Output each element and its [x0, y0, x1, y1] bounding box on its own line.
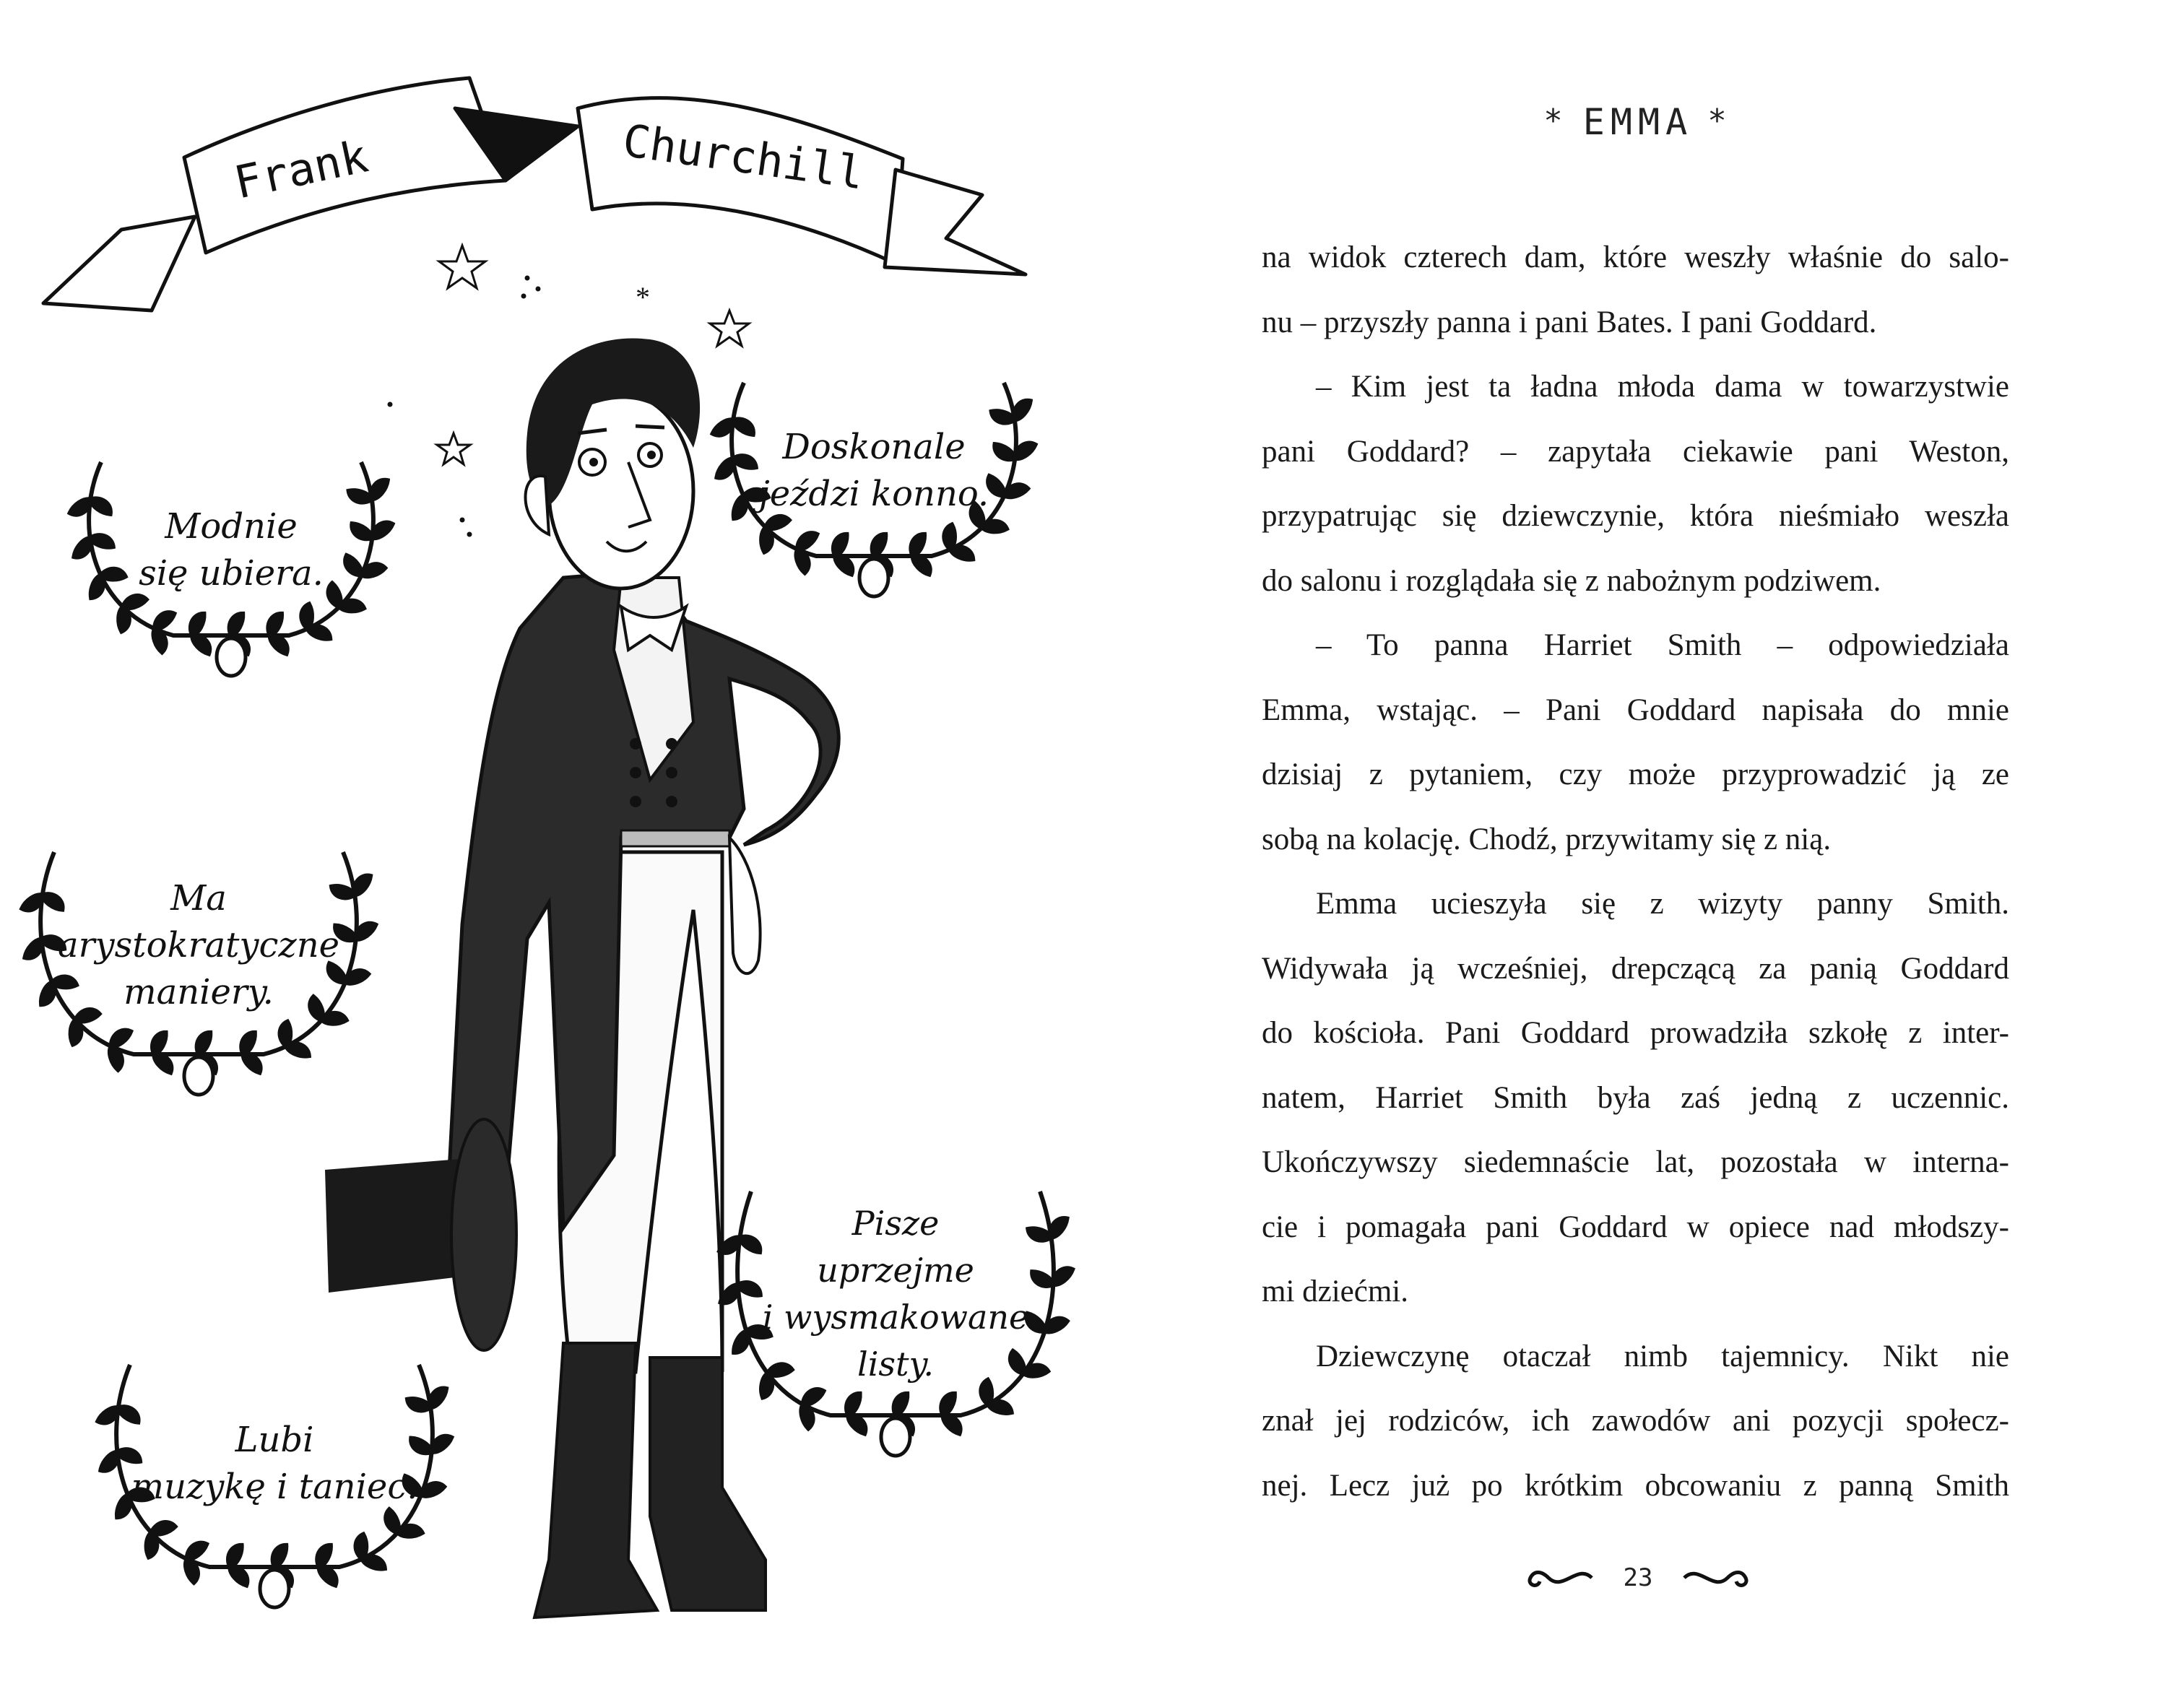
name-banner: [43, 78, 1026, 311]
wreath-manners-line1: Ma: [170, 878, 227, 919]
text-line: nu – przyszły panna i pani Bates. I pani Goddard.: [1262, 305, 1877, 339]
wreath-leaf: [828, 531, 852, 557]
wreath-leaf: [888, 1390, 911, 1417]
wreath-leaf: [936, 1390, 959, 1417]
wreath-leaf: [223, 1542, 246, 1568]
text-line: Emma, wstając. – Pani Goddard napisała do mnie: [1262, 692, 2009, 727]
wreath-leaf: [867, 531, 890, 557]
running-head-title: EMMA: [1582, 101, 1694, 143]
wreath-manners: [20, 852, 378, 1095]
wreath-leaf: [738, 1231, 763, 1256]
wreath-leaf: [147, 1029, 170, 1056]
text-line: nej. Lecz już po krótkim obcowaniu z panną Smith: [1262, 1468, 2009, 1503]
right-page-text: [1092, 0, 2184, 1689]
wreath-bud: [260, 1570, 289, 1607]
wreath-leaf: [186, 610, 209, 637]
wreath-horse-riding: [710, 383, 1038, 596]
wreath-letters-line2: uprzejme: [817, 1251, 974, 1290]
text-line: Ukończywszy siedemnaście lat, pozostała w interna-: [1262, 1145, 2009, 1179]
wreath-leaf: [236, 1029, 259, 1056]
wreath-leaf: [116, 1402, 142, 1426]
body-text: [1262, 225, 2009, 1518]
text-line: sobą na kolację. Chodź, przywitamy się z nią.: [1262, 822, 1832, 856]
wreath-leaf: [40, 889, 66, 913]
wreath-music-line2: muzykę i taniec.: [131, 1467, 418, 1507]
wreath-manners-line2: arystokratyczne: [57, 925, 340, 965]
wreath-leaf: [263, 610, 286, 637]
running-head: [1092, 101, 2184, 143]
text-line: cie i pomagała pani Goddard w opiece nad młodszy-: [1262, 1210, 2009, 1244]
wreath-fashion-line2: się ubiera.: [139, 553, 324, 594]
wreath-bud: [217, 638, 246, 676]
text-line: Dziewczynę otaczał nimb tajemnicy. Nikt nie: [1316, 1339, 2009, 1373]
wreath-leaf: [991, 440, 1016, 465]
text-line: na widok czterech dam, które weszły właśnie do salo-: [1262, 240, 2009, 274]
wreath-fashion-line1: Modnie: [165, 506, 298, 547]
text-line: pani Goddard? – zapytała ciekawie pani Weston,: [1262, 434, 2009, 469]
wreath-letters-line3: i wysmakowane: [762, 1298, 1029, 1337]
text-line: – To panna Harriet Smith – odpowiedziała: [1316, 628, 2009, 662]
banner-word-frank: Frank: [229, 129, 373, 209]
wreath-leaf: [267, 1542, 290, 1568]
wreath-leaf: [191, 1029, 214, 1056]
page-folio: [1092, 1560, 2184, 1596]
text-line: Widywała ją wcześniej, drepczącą za panią Goddard: [1262, 951, 2009, 986]
text-line: znał jej rodziców, ich zawodów ani pozycji społecz-: [1262, 1404, 2009, 1438]
text-line: Emma ucieszyła się z wizyty panny Smith.: [1316, 887, 2009, 921]
wreath-manners-line3: maniery.: [124, 972, 274, 1012]
wreath-leaf: [89, 493, 114, 518]
text-line: natem, Harriet Smith była zaś jedną z uczennic.: [1262, 1080, 2009, 1115]
wreath-letters-line4: listy.: [857, 1345, 935, 1384]
text-line: przypatrując się dziewczynie, która nieśmiało weszła: [1262, 499, 2009, 533]
wreath-letters-line1: Pisze: [852, 1204, 940, 1243]
wreath-riding-line1: Doskonale: [782, 427, 966, 467]
wreath-bud: [184, 1057, 213, 1095]
top-hat: [325, 1119, 516, 1350]
wreath-fashion: [67, 462, 395, 676]
banner-word-churchill: Churchill: [619, 113, 867, 200]
wreath-leaf: [407, 1434, 433, 1459]
asterisk-ornament-left: *: [1543, 103, 1569, 139]
wreath-leaf: [224, 610, 247, 637]
wreath-leaf: [732, 414, 757, 438]
wreath-leaf: [767, 1364, 792, 1376]
page-number: 23: [1623, 1563, 1653, 1592]
swirl-ornament-left-icon: [1520, 1560, 1599, 1596]
svg-text:*: *: [636, 281, 650, 313]
text-line: do kościoła. Pani Goddard prowadziła szkołę z inter-: [1262, 1016, 2009, 1050]
wreath-leaf: [906, 531, 929, 557]
text-line: do salonu i rozglądała się z nabożnym podziwem.: [1262, 563, 1881, 598]
wreath-music: [95, 1365, 454, 1607]
wreath-leaf: [1023, 1365, 1048, 1376]
text-line: – Kim jest ta ładna młoda dama w towarzystwie: [1316, 370, 2009, 404]
wreath-leaf: [841, 1390, 864, 1417]
swirl-ornament-right-icon: [1677, 1560, 1756, 1596]
wreath-riding-line2: jeździ konno.: [758, 474, 989, 514]
wreath-music-line1: Lubi: [235, 1420, 314, 1460]
wreath-leaf: [348, 520, 373, 544]
text-line: dzisiaj z pytaniem, czy może przyprowadzić ją ze: [1262, 757, 2009, 791]
text-line: mi dziećmi.: [1262, 1275, 1408, 1308]
wreath-bud: [859, 559, 888, 596]
wreath-letters: [717, 1191, 1075, 1456]
wreath-bud: [881, 1418, 910, 1456]
asterisk-ornament-right: *: [1707, 103, 1733, 139]
wreath-leaf: [312, 1542, 335, 1568]
